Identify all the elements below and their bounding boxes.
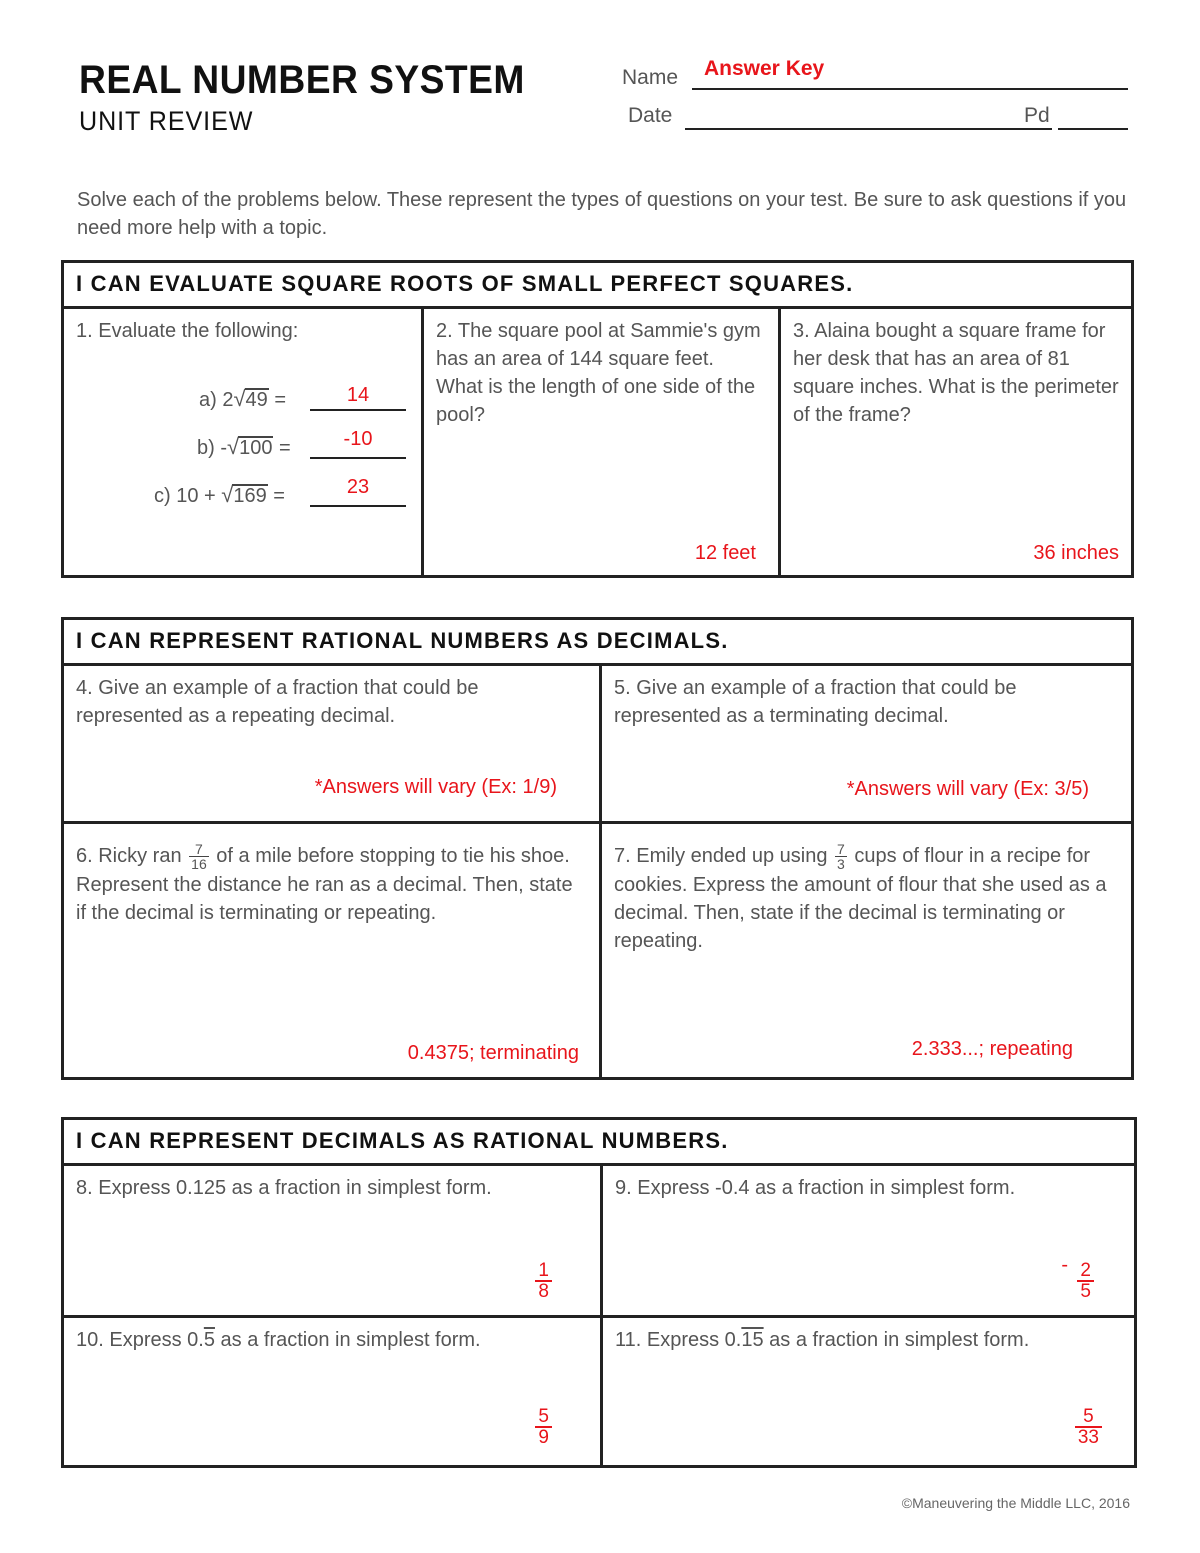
section-heading: I CAN EVALUATE SQUARE ROOTS OF SMALL PERFECT SQUARES. bbox=[64, 263, 1131, 309]
question-6-answer: 0.4375; terminating bbox=[407, 1042, 579, 1064]
equals-sign: = bbox=[273, 485, 285, 507]
worksheet-title: REAL NUMBER SYSTEM bbox=[79, 58, 525, 102]
q1-c-answer: 23 bbox=[346, 476, 370, 498]
question-6-prompt bbox=[76, 842, 587, 927]
q1-c-prefix: c) 10 + bbox=[154, 485, 216, 507]
q10-repeating-digit: 5 bbox=[203, 1329, 215, 1351]
q11-text-end: as a fraction in simplest form. bbox=[763, 1329, 1030, 1351]
section-heading: I CAN REPRESENT DECIMALS AS RATIONAL NUMBERS. bbox=[64, 1120, 1134, 1166]
section-rational-to-decimal bbox=[61, 617, 1134, 1080]
radical-icon: √ bbox=[233, 386, 246, 411]
section-square-roots bbox=[61, 260, 1134, 578]
question-11 bbox=[600, 1318, 1134, 1465]
name-value: Answer Key bbox=[704, 57, 825, 80]
question-2-prompt: 2. The square pool at Sammie's gym has an area of 144 square feet. What is the length of one side of the pool? bbox=[436, 320, 761, 426]
question-2 bbox=[421, 309, 778, 575]
q11-ans-num: 5 bbox=[1075, 1407, 1102, 1428]
q11-text-start: 11. Express 0. bbox=[615, 1329, 742, 1351]
question-3 bbox=[778, 309, 1131, 575]
name-label: Name bbox=[622, 66, 679, 89]
q1-c-radicand: 169 bbox=[233, 485, 267, 507]
name-underline bbox=[692, 88, 1128, 90]
worksheet-subtitle: UNIT REVIEW bbox=[79, 106, 254, 136]
question-8-answer bbox=[535, 1261, 552, 1301]
q7-text-start: 7. Emily ended up using bbox=[614, 845, 828, 867]
section-heading: I CAN REPRESENT RATIONAL NUMBERS AS DECIMALS. bbox=[64, 620, 1131, 666]
equals-sign: = bbox=[274, 389, 287, 411]
question-8 bbox=[64, 1166, 600, 1315]
q1-a-prefix: a) 2 bbox=[199, 389, 234, 411]
question-8-prompt: 8. Express 0.125 as a fraction in simplest form. bbox=[76, 1177, 492, 1199]
q11-repeating-digits: 15 bbox=[741, 1329, 764, 1351]
question-11-prompt bbox=[615, 1326, 1122, 1354]
q8-ans-num: 1 bbox=[535, 1261, 552, 1282]
question-10-answer bbox=[535, 1407, 552, 1447]
question-7 bbox=[599, 824, 1131, 1077]
radical-icon: √ bbox=[227, 434, 240, 459]
period-label: Pd bbox=[1024, 104, 1050, 127]
q6-fraction bbox=[189, 842, 209, 871]
q9-ans-num: 2 bbox=[1077, 1261, 1094, 1282]
q10-ans-num: 5 bbox=[535, 1407, 552, 1428]
question-4 bbox=[64, 666, 599, 821]
date-field[interactable] bbox=[628, 102, 1128, 130]
instructions: Solve each of the problems below. These represent the types of questions on your test. Be sure to ask questions if you need more help with a topic. bbox=[77, 189, 1127, 239]
copyright-footer: ©Maneuvering the Middle LLC, 2016 bbox=[901, 1495, 1130, 1511]
question-10 bbox=[64, 1318, 600, 1465]
question-1 bbox=[64, 309, 421, 575]
question-10-prompt bbox=[76, 1326, 588, 1354]
question-4-answer: *Answers will vary (Ex: 1/9) bbox=[314, 776, 557, 798]
q1-c-blank bbox=[310, 505, 406, 507]
q1-b-blank bbox=[310, 457, 406, 459]
q1-part-c bbox=[154, 481, 285, 510]
question-1-prompt: 1. Evaluate the following: bbox=[76, 320, 299, 342]
q6-frac-den: 16 bbox=[191, 856, 207, 873]
q9-ans-sign: - bbox=[1061, 1254, 1068, 1276]
date-underline bbox=[685, 128, 1052, 130]
q10-ans-den: 9 bbox=[538, 1427, 549, 1448]
q1-b-answer: -10 bbox=[343, 428, 373, 450]
q8-ans-den: 8 bbox=[538, 1281, 549, 1302]
q1-part-b bbox=[197, 433, 291, 462]
q1-b-prefix: b) - bbox=[197, 437, 227, 459]
q9-ans-den: 5 bbox=[1080, 1281, 1091, 1302]
q10-text-start: 10. Express 0. bbox=[76, 1329, 204, 1351]
period-underline bbox=[1058, 128, 1128, 130]
q7-text-end: cups of flour in a recipe for cookies. Express the amount of flour that she used as a decimal. Then, state if the decimal is terminating or repeating. bbox=[614, 845, 1107, 953]
question-5 bbox=[599, 666, 1131, 821]
q1-part-a bbox=[199, 385, 286, 414]
question-7-answer: 2.333...; repeating bbox=[911, 1038, 1073, 1060]
question-11-answer bbox=[1075, 1407, 1102, 1447]
question-7-prompt bbox=[614, 842, 1119, 955]
q7-frac-num: 7 bbox=[837, 841, 845, 858]
question-9 bbox=[600, 1166, 1134, 1315]
question-5-prompt: 5. Give an example of a fraction that could be represented as a terminating decimal. bbox=[614, 677, 1017, 727]
question-6 bbox=[64, 824, 599, 1077]
question-4-prompt: 4. Give an example of a fraction that could be represented as a repeating decimal. bbox=[76, 677, 479, 727]
q1-a-answer: 14 bbox=[346, 384, 370, 406]
question-3-prompt: 3. Alaina bought a square frame for her desk that has an area of 81 square inches. What is the perimeter of the frame? bbox=[793, 320, 1119, 426]
question-3-answer: 36 inches bbox=[1033, 542, 1119, 564]
q6-text-start: 6. Ricky ran bbox=[76, 845, 182, 867]
q7-frac-den: 3 bbox=[837, 856, 845, 873]
date-label: Date bbox=[628, 104, 673, 127]
q1-a-blank bbox=[310, 409, 406, 411]
q10-text-end: as a fraction in simplest form. bbox=[214, 1329, 481, 1351]
name-field[interactable] bbox=[622, 57, 1128, 92]
section-decimal-to-rational bbox=[61, 1117, 1137, 1468]
q6-frac-num: 7 bbox=[189, 842, 209, 857]
question-5-answer: *Answers will vary (Ex: 3/5) bbox=[846, 778, 1089, 800]
q1-a-radicand: 49 bbox=[245, 389, 268, 411]
equals-sign: = bbox=[279, 437, 291, 459]
q11-ans-den: 33 bbox=[1077, 1427, 1099, 1448]
question-9-prompt: 9. Express -0.4 as a fraction in simplest form. bbox=[615, 1177, 1016, 1199]
radical-icon: √ bbox=[221, 482, 234, 507]
q1-b-radicand: 100 bbox=[239, 437, 273, 459]
q7-fraction bbox=[835, 842, 847, 871]
question-2-answer: 12 feet bbox=[694, 542, 756, 564]
question-9-answer bbox=[1077, 1261, 1094, 1301]
q6-text-end: of a mile before stopping to tie his shoe. Represent the distance he ran as a decimal. Then, state if the decimal is terminating or repeating. bbox=[76, 845, 573, 925]
